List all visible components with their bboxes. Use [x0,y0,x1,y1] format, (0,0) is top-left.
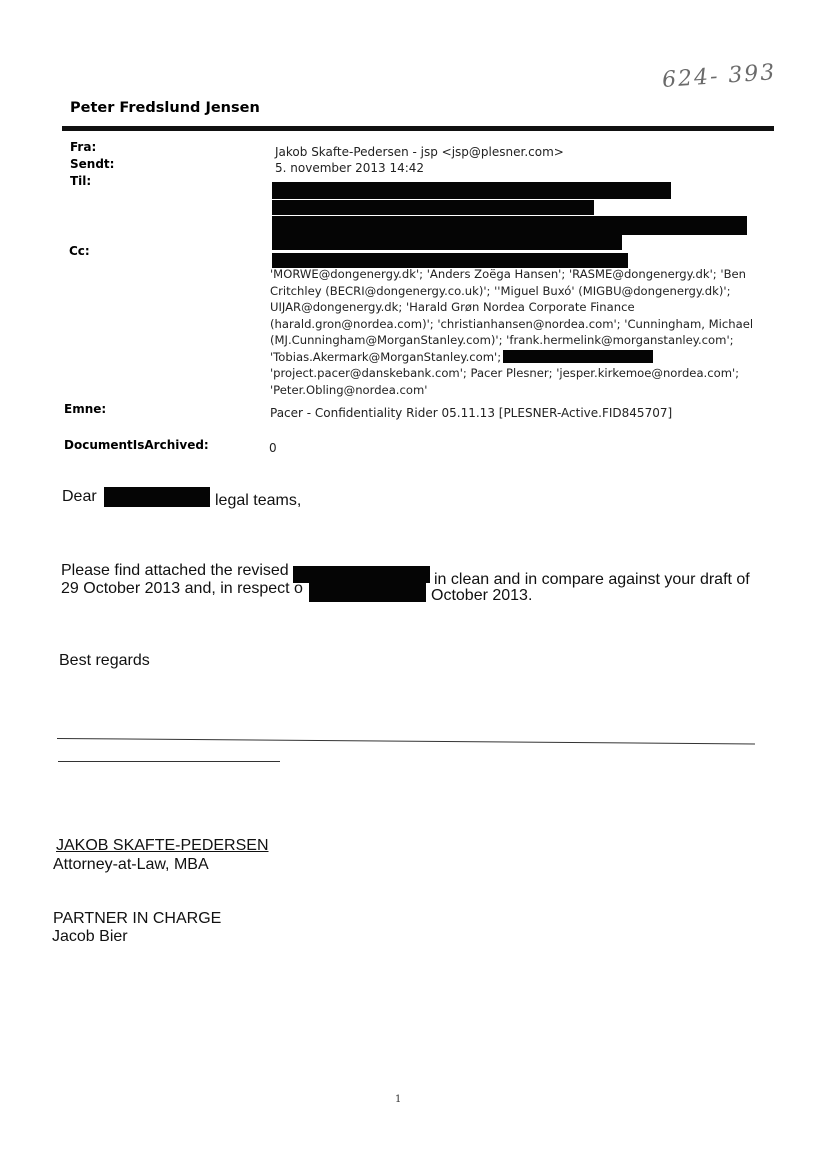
to-label: Til: [70,174,92,188]
greeting-end: legal teams, [215,492,302,509]
cc-recipients [270,266,770,398]
signature-title: Attorney-at-Law, MBA [53,856,209,873]
cc-line: (MJ.Cunningham@MorganStanley.com)'; 'frank.hermelink@morganstanley.com'; [270,333,734,347]
archived-label: DocumentIsArchived: [64,438,209,452]
signature-separator [57,738,755,744]
cc-line: 'project.pacer@danskebank.com'; Pacer Plesner; 'jesper.kirkemoe@nordea.com'; [270,366,740,380]
cc-line: Critchley (BECRI@dongenergy.co.uk)'; ''Miguel Buxó' (MIGBU@dongenergy.dk)'; [270,283,731,298]
cc-line-text: 'Tobias.Akermark@MorganStanley.com'; [270,349,502,364]
body-paragraph-line-2b: October 2013. [431,587,533,604]
partner-name: Jacob Bier [52,928,128,945]
closing-text: Best regards [59,652,150,669]
cc-line: UIJAR@dongenergy.dk; 'Harald Grøn Nordea Corporate Finance [270,300,635,314]
header-divider [62,126,774,131]
redaction-bar [293,566,430,583]
redaction-bar [272,182,671,199]
sent-label: Sendt: [70,157,115,171]
body-paragraph-line-2a: 29 October 2013 and, in respect o [61,580,303,597]
page-number: 1 [395,1094,402,1105]
redaction-bar [272,216,747,235]
handwritten-annotation: 624- 393 [661,60,778,93]
cc-line: 'MORWE@dongenergy.dk'; 'Anders Zoëga Hansen'; 'RASME@dongenergy.dk'; 'Ben [270,267,747,281]
mailbox-owner-name: Peter Fredslund Jensen [70,100,260,116]
redaction-bar [104,487,210,507]
sent-value: 5. november 2013 14:42 [275,161,425,175]
from-value: Jakob Skafte-Pedersen - jsp <jsp@plesner.com> [275,145,564,159]
redaction-bar [272,234,622,250]
cc-label: Cc: [69,244,90,258]
redaction-bar [309,582,426,602]
cc-line: 'Peter.Obling@nordea.com' [270,382,428,397]
signature-separator-short [58,761,280,762]
signature-name: JAKOB SKAFTE-PEDERSEN [56,837,269,854]
redaction-bar [272,200,594,215]
redaction-bar [503,350,653,363]
body-paragraph-line-1a: Please find attached the revised [61,562,289,579]
partner-label: PARTNER IN CHARGE [53,910,222,927]
cc-line: (harald.gron@nordea.com)'; 'christianhansen@nordea.com'; 'Cunningham, Michael [270,316,754,331]
subject-value: Pacer - Confidentiality Rider 05.11.13 [PLESNER-Active.FID845707] [270,406,673,420]
greeting-start: Dear [62,488,97,505]
body-paragraph-line-1b: in clean and in compare against your draft of [434,571,750,588]
subject-label: Emne: [64,402,107,416]
archived-value: 0 [269,441,277,455]
cc-line [270,349,770,366]
from-label: Fra: [70,140,97,154]
